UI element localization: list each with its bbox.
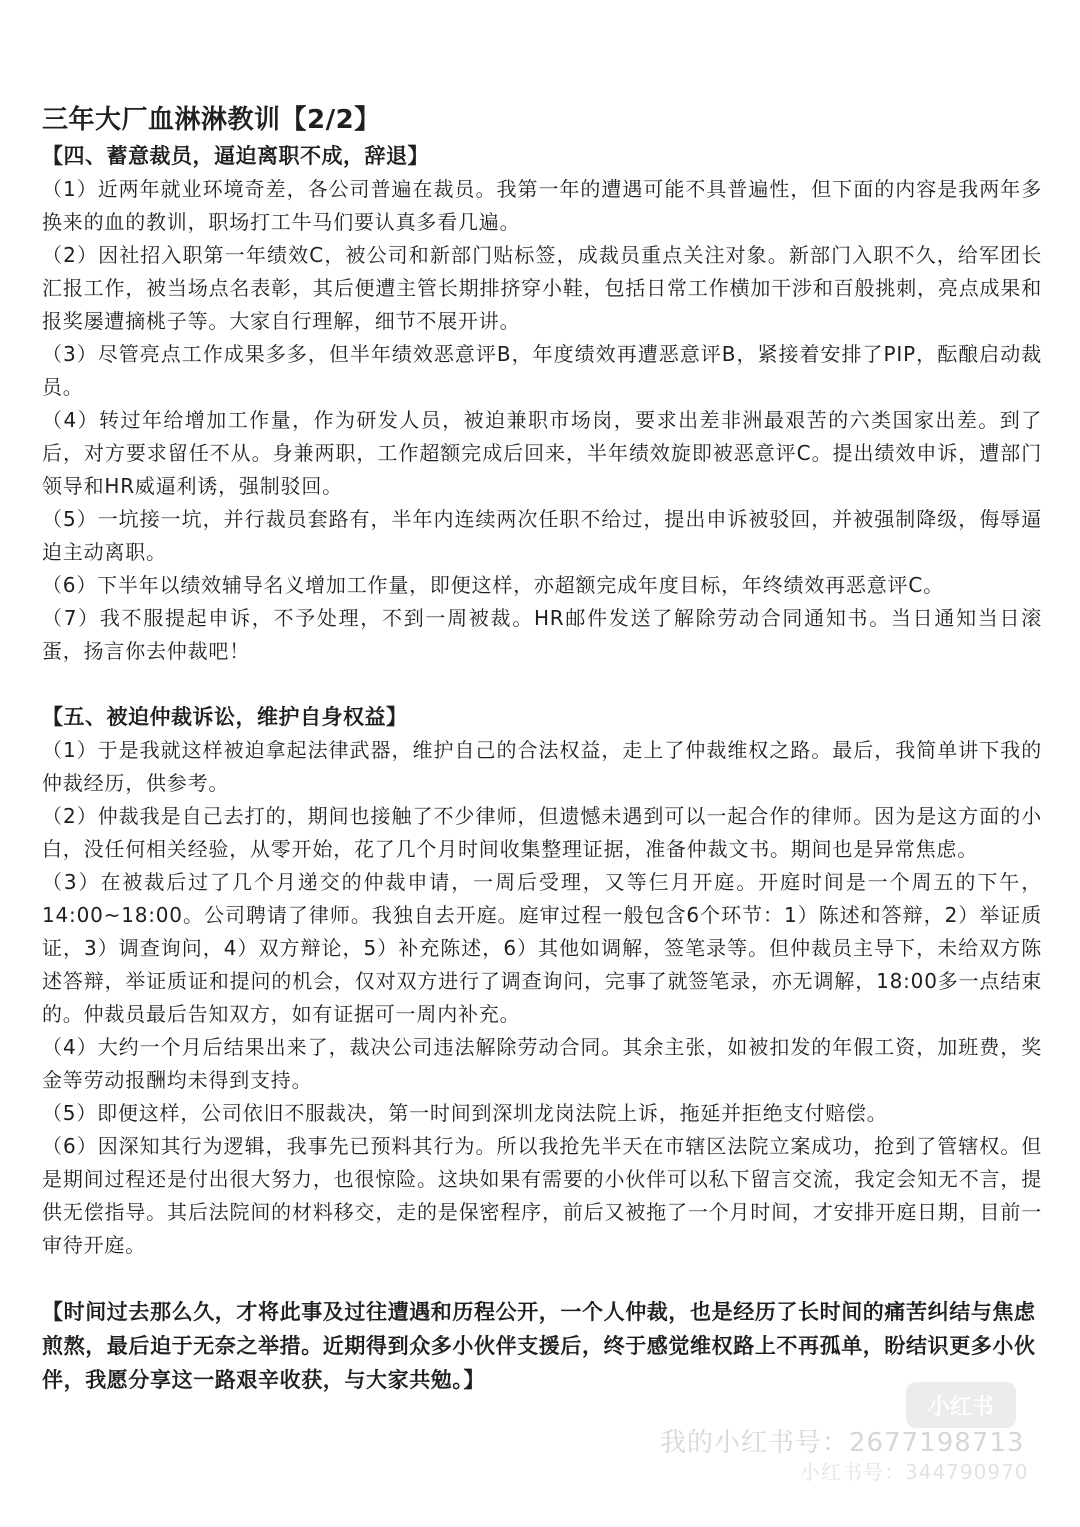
section-four-paragraph: （3）尽管亮点工作成果多多，但半年绩效恶意评B，年度绩效再遭恶意评B，紧接着安排了PIP，酝酿启动裁员。 bbox=[42, 342, 1042, 399]
closing-statement: 【时间过去那么久，才将此事及过往遭遇和历程公开，一个人仲裁，也是经历了长时间的痛苦纠结与焦虑煎熬，最后迫于无奈之举措。近期得到众多小伙伴支援后，终于感觉维权路上不再孤单，盼结识更多小伙伴，我愿分享这一路艰辛收获，与大家共勉。】 bbox=[42, 1300, 1036, 1392]
section-five-paragraph: （6）因深知其行为逻辑，我事先已预料其行为。所以我抢先半天在市辖区法院立案成功，抢到了管辖权。但是期间过程还是付出很大努力，也很惊险。这块如果有需要的小伙伴可以私下留言交流，我定会知无不言，提供无偿指导。其后法院间的材料移交，走的是保密程序，前后又被拖了一个月时间，才安排开庭日期，目前一审待开庭。 bbox=[42, 1134, 1042, 1257]
section-four-paragraph: （7）我不服提起申诉，不予处理，不到一周被裁。HR邮件发送了解除劳动合同通知书。当日通知当日滚蛋，扬言你去仲裁吧！ bbox=[42, 606, 1042, 663]
watermark-account-secondary: 小红书号：344790970 bbox=[800, 1460, 1029, 1484]
article-body bbox=[42, 100, 1042, 1397]
watermark-account: 我的小红书号：2677198713 bbox=[660, 1428, 1025, 1458]
section-spacer bbox=[42, 668, 1042, 701]
section-four-paragraph: （6）下半年以绩效辅导名义增加工作量，即便这样，亦超额完成年度目标，年终绩效再恶意评C。 bbox=[42, 573, 944, 597]
section-five-paragraph: （3）在被裁后过了几个月递交的仲裁申请，一周后受理，又等仨月开庭。开庭时间是一个周五的下午，14:00~18:00。公司聘请了律师。我独自去开庭。庭审过程一般包含6个环节：1）陈述和答辩，2）举证质证，3）调查询问，4）双方辩论，5）补充陈述，6）其他如调解，签笔录等。但仲裁员主导下，未给双方陈述答辩，举证质证和提问的机会，仅对双方进行了调查询问，完事了就签笔录，亦无调解，18:00多一点结束的。仲裁员最后告知双方，如有证据可一周内补充。 bbox=[42, 870, 1042, 1026]
section-five-paragraph: （4）大约一个月后结果出来了，裁决公司违法解除劳动合同。其余主张，如被扣发的年假工资，加班费，奖金等劳动报酬均未得到支持。 bbox=[42, 1035, 1042, 1092]
section-four-heading: 【四、蓄意裁员，逼迫离职不成，辞退】 bbox=[42, 144, 429, 168]
article-title: 三年大厂血淋淋教训【2/2】 bbox=[42, 105, 381, 135]
section-five-paragraph: （1）于是我就这样被迫拿起法律武器，维护自己的合法权益，走上了仲裁维权之路。最后，我简单讲下我的仲裁经历，供参考。 bbox=[42, 738, 1042, 795]
section-spacer bbox=[42, 1262, 1042, 1295]
section-five-paragraph: （5）即便这样，公司依旧不服裁决，第一时间到深圳龙岗法院上诉，拖延并拒绝支付赔偿。 bbox=[42, 1101, 888, 1125]
section-four-paragraph: （2）因社招入职第一年绩效C，被公司和新部门贴标签，成裁员重点关注对象。新部门入职不久，给军团长汇报工作，被当场点名表彰，其后便遭主管长期排挤穿小鞋，包括日常工作横加干涉和百般挑刺，亮点成果和报奖屡遭摘桃子等。大家自行理解，细节不展开讲。 bbox=[42, 243, 1042, 333]
section-five-paragraph: （2）仲裁我是自己去打的，期间也接触了不少律师，但遗憾未遇到可以一起合作的律师。因为是这方面的小白，没任何相关经验，从零开始，花了几个月时间收集整理证据，准备仲裁文书。期间也是异常焦虑。 bbox=[42, 804, 1042, 861]
section-four-paragraph: （1）近两年就业环境奇差，各公司普遍在裁员。我第一年的遭遇可能不具普遍性，但下面的内容是我两年多换来的血的教训，职场打工牛马们要认真多看几遍。 bbox=[42, 177, 1042, 234]
section-five bbox=[42, 701, 1042, 1262]
section-four-paragraph: （4）转过年给增加工作量，作为研发人员，被迫兼职市场岗，要求出差非洲最艰苦的六类国家出差。到了后，对方要求留任不从。身兼两职，工作超额完成后回来，半年绩效旋即被恶意评C。提出绩效申诉，遭部门领导和HR威逼利诱，强制驳回。 bbox=[42, 408, 1042, 498]
watermark-logo: 小红书 bbox=[906, 1382, 1016, 1428]
section-four bbox=[42, 140, 1042, 668]
section-five-heading: 【五、被迫仲裁诉讼，维护自身权益】 bbox=[42, 705, 408, 729]
section-four-paragraph: （5）一坑接一坑，并行裁员套路有，半年内连续两次任职不给过，提出申诉被驳回，并被强制降级，侮辱逼迫主动离职。 bbox=[42, 507, 1042, 564]
